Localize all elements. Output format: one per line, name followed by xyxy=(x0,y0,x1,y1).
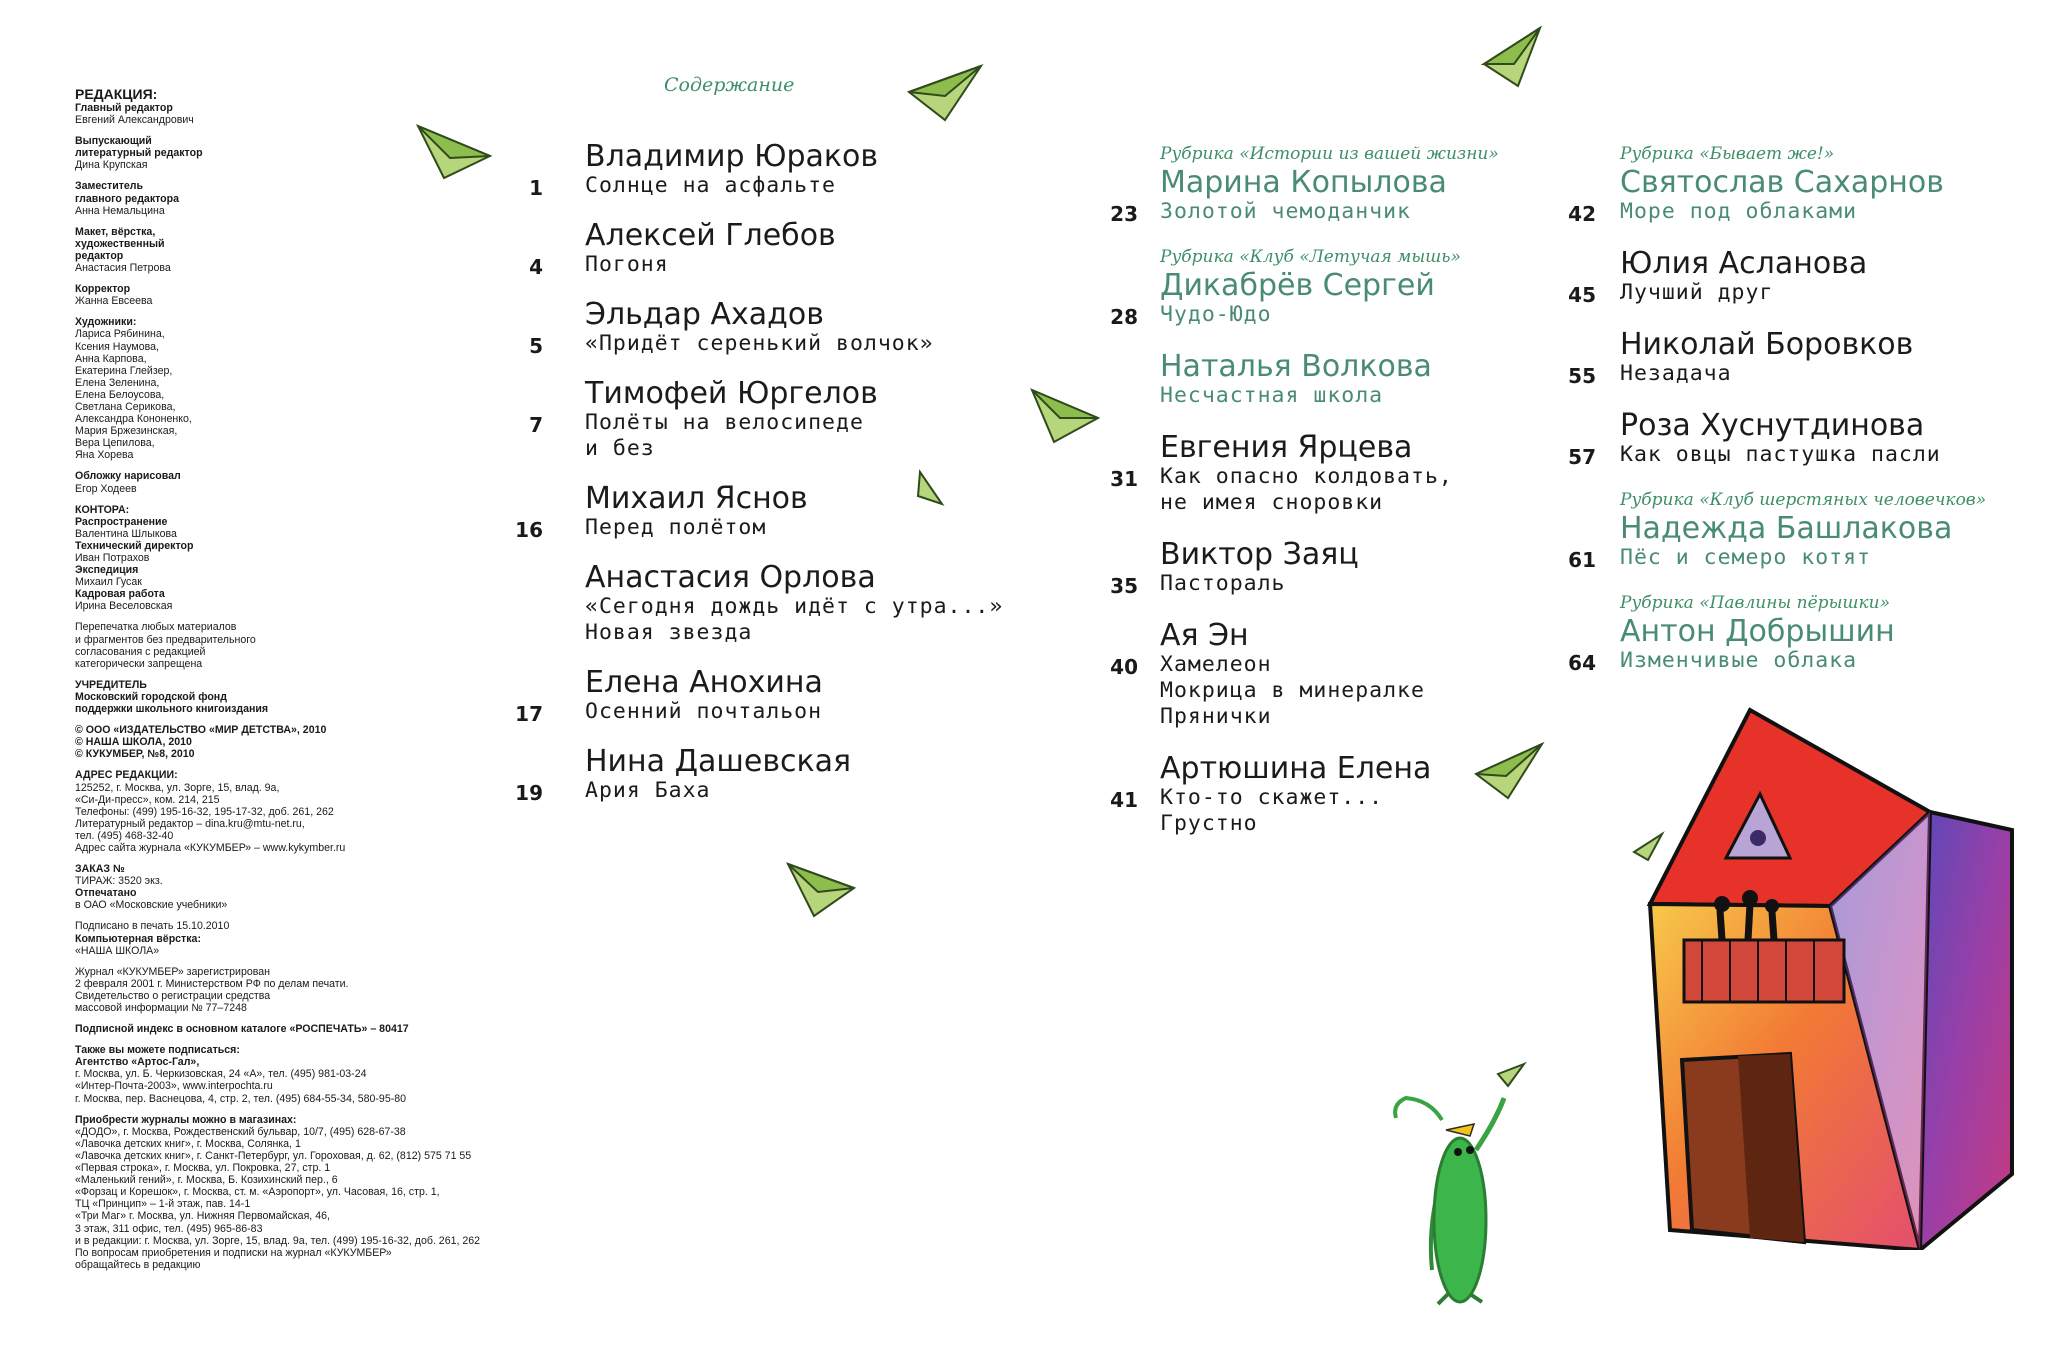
imprint-line: и фрагментов без предварительного xyxy=(75,633,256,646)
imprint-line: Анна Карпова, xyxy=(75,352,147,365)
work-title: Кто-то скажет... xyxy=(1160,785,1384,810)
author-name: Николай Боровков xyxy=(1620,327,1914,362)
page-number: 45 xyxy=(1568,283,1596,307)
paper-plane-icon xyxy=(414,122,494,182)
imprint-group xyxy=(75,1044,575,1104)
page-number: 35 xyxy=(1110,574,1138,598)
work-title: Несчастная школа xyxy=(1160,383,1384,408)
imprint-line: г. Москва, пер. Васнецова, 4, стр. 2, тел. (495) 684-55-34, 580-95-80 xyxy=(75,1092,407,1105)
author-name: Марина Копылова xyxy=(1160,165,1447,200)
work-title: Ария Баха xyxy=(585,778,711,803)
imprint-line: Валентина Шлыкова xyxy=(75,527,177,540)
imprint-group xyxy=(75,1114,575,1271)
imprint-line: поддержки школьного книгоиздания xyxy=(75,703,269,716)
work-title: «Придёт серенький волчок» xyxy=(585,331,934,356)
imprint-line: «Си-Ди-пресс», ком. 214, 215 xyxy=(75,793,220,806)
work-title: Солнце на асфальте xyxy=(585,173,836,198)
work-title: не имея сноровки xyxy=(1160,490,1384,515)
toc-column-3 xyxy=(1568,144,1987,696)
imprint-line: Адрес сайта журнала «КУКУМБЕР» – www.kykymber.ru xyxy=(75,841,346,854)
imprint-line: Елена Зеленина, xyxy=(75,376,160,389)
imprint-line: согласования с редакцией xyxy=(75,645,206,658)
page-number: 23 xyxy=(1110,202,1138,226)
work-title: Хамелеон xyxy=(1160,652,1272,677)
author-name: Надежда Башлакова xyxy=(1620,511,1953,546)
page-number: 41 xyxy=(1110,788,1138,812)
imprint-line: Ксения Наумова, xyxy=(75,340,159,353)
imprint-line: Елена Белоусова, xyxy=(75,388,165,401)
imprint-line: УЧРЕДИТЕЛЬ xyxy=(75,678,147,691)
imprint-line: литературный редактор xyxy=(75,147,203,160)
page-number: 28 xyxy=(1110,305,1138,329)
imprint-group xyxy=(75,283,575,307)
toc-entry[interactable] xyxy=(1110,247,1499,329)
imprint-line: «НАША ШКОЛА» xyxy=(75,944,160,957)
toc-entry[interactable] xyxy=(1110,751,1499,837)
work-title: «Сегодня дождь идёт с утра...» xyxy=(585,594,1004,619)
page-number: 40 xyxy=(1110,655,1138,679)
toc-entry[interactable] xyxy=(1568,327,1986,388)
imprint-line: Свидетельство о регистрации средства xyxy=(75,989,271,1002)
imprint-line: Главный редактор xyxy=(75,102,173,114)
imprint-line: Вера Цепилова, xyxy=(75,437,155,450)
work-title: Изменчивые облака xyxy=(1620,648,1858,673)
imprint-line: в ОАО «Московские учебники» xyxy=(75,899,228,912)
work-title: Лучший друг xyxy=(1620,280,1774,305)
work-title: Полёты на велосипеде xyxy=(585,410,864,435)
author-name: Наталья Волкова xyxy=(1160,349,1432,384)
toc-entry[interactable] xyxy=(1568,408,1986,469)
paper-plane-icon xyxy=(1478,24,1544,90)
imprint-line: Телефоны: (499) 195-16-32, 195-17-32, доб. 261, 262 xyxy=(75,805,334,818)
imprint-line: Макет, вёрстка, xyxy=(75,225,156,238)
imprint-line: Компьютерная вёрстка: xyxy=(75,932,201,945)
rubric-label: Рубрика «Истории из вашей жизни» xyxy=(1160,144,1499,164)
page-number: 42 xyxy=(1568,202,1596,226)
work-title: Чудо-Юдо xyxy=(1160,302,1272,327)
page-number: 57 xyxy=(1568,445,1596,469)
page-number: 4 xyxy=(529,255,543,279)
work-title: и без xyxy=(585,436,655,461)
paper-plane-icon xyxy=(1028,384,1102,446)
toc-entry[interactable] xyxy=(1568,593,1986,675)
paper-plane-icon xyxy=(914,468,948,508)
toc-entry[interactable] xyxy=(515,665,1003,726)
imprint-line: «ДОДО», г. Москва, Рождественский бульвар, 10/7, (495) 628-67-38 xyxy=(75,1125,406,1138)
toc-entry[interactable] xyxy=(1110,430,1499,516)
imprint-line: Также вы можете подписаться: xyxy=(75,1044,240,1057)
imprint-group xyxy=(75,966,575,1014)
toc-entry[interactable] xyxy=(529,218,1003,279)
imprint-line: Жанна Евсеева xyxy=(75,295,153,308)
page-number: 17 xyxy=(515,702,543,726)
page-number: 61 xyxy=(1568,548,1596,572)
author-name: Ая Эн xyxy=(1160,618,1249,653)
imprint-group xyxy=(75,769,575,854)
imprint-line: художественный xyxy=(75,237,165,250)
imprint-group xyxy=(75,180,575,216)
imprint-line: Отпечатано xyxy=(75,887,137,900)
imprint-group xyxy=(75,679,575,715)
house-illustration xyxy=(1630,690,2030,1250)
toc-entry[interactable] xyxy=(1110,537,1499,598)
rubric-label: Рубрика «Клуб шерстяных человечков» xyxy=(1620,490,1987,510)
author-name: Антон Добрышин xyxy=(1620,614,1895,649)
imprint-line: Художники: xyxy=(75,316,137,329)
imprint-line: Обложку нарисовал xyxy=(75,470,181,483)
page-number: 1 xyxy=(529,176,543,200)
toc-entry[interactable] xyxy=(585,561,1003,646)
toc-entry[interactable] xyxy=(1160,350,1499,409)
toc-entry[interactable] xyxy=(529,297,1003,358)
imprint-line: и в редакции: г. Москва, ул. Зорге, 15, влад. 9а, тел. (499) 195-16-32, доб. 261, 262 xyxy=(75,1234,481,1247)
toc-entry[interactable] xyxy=(1110,144,1499,226)
imprint-line: Светлана Серикова, xyxy=(75,400,176,413)
page-number: 64 xyxy=(1568,651,1596,675)
toc-entry[interactable] xyxy=(1568,490,1987,572)
page-number: 5 xyxy=(529,334,543,358)
page-number: 7 xyxy=(529,413,543,437)
imprint-line: 125252, г. Москва, ул. Зорге, 15, влад. 9а, xyxy=(75,781,280,794)
imprint-group xyxy=(75,86,575,126)
rubric-label: Рубрика «Бывает же!» xyxy=(1620,144,1835,164)
author-name: Нина Дашевская xyxy=(585,744,852,779)
imprint-line: Анна Немальцина xyxy=(75,204,165,217)
imprint-group xyxy=(75,920,575,956)
work-title: Прянички xyxy=(1160,704,1272,729)
imprint-line: Агентство «Артос-Гал», xyxy=(75,1056,200,1069)
work-title: Перед полётом xyxy=(585,515,767,540)
imprint-line: Литературный редактор – dina.kru@mtu-net.ru, xyxy=(75,817,305,830)
work-title: Как опасно колдовать, xyxy=(1160,464,1453,489)
author-name: Владимир Юраков xyxy=(585,139,879,174)
author-name: Юлия Асланова xyxy=(1620,246,1868,281)
imprint-line: ТЦ «Принцип» – 1-й этаж, пав. 14-1 xyxy=(75,1198,251,1211)
imprint-line: «Маленький гений», г. Москва, Б. Козихинский пер., 6 xyxy=(75,1174,338,1187)
page-number: 55 xyxy=(1568,364,1596,388)
imprint-line: «Интер-Почта-2003», www.interpochta.ru xyxy=(75,1080,273,1093)
author-name: Алексей Глебов xyxy=(585,218,836,253)
work-title: Осенний почтальон xyxy=(585,699,823,724)
work-title: Мокрица в минералке xyxy=(1160,678,1425,703)
imprint-line: Московский городской фонд xyxy=(75,690,227,703)
imprint-line: © ООО «ИЗДАТЕЛЬСТВО «МИР ДЕТСТВА», 2010 xyxy=(75,724,327,737)
author-name: Евгения Ярцева xyxy=(1160,430,1413,465)
imprint-line: «Лавочка детских книг», г. Санкт-Петербург, ул. Гороховая, д. 62, (812) 575 71 55 xyxy=(75,1149,472,1162)
imprint-line: Распространение xyxy=(75,515,168,528)
imprint-line: Мария Бржезинская, xyxy=(75,425,178,438)
cucumber-character-illustration xyxy=(1366,1080,1526,1310)
work-title: Золотой чемоданчик xyxy=(1160,199,1411,224)
imprint-line: массовой информации № 77–7248 xyxy=(75,1002,247,1014)
imprint-line: 2 февраля 2001 г. Министерством РФ по делам печати. xyxy=(75,977,349,990)
imprint-line: КОНТОРА: xyxy=(75,503,130,516)
page-number: 31 xyxy=(1110,467,1138,491)
toc-title: Содержание xyxy=(664,74,795,96)
imprint-line: © НАША ШКОЛА, 2010 xyxy=(75,736,192,749)
work-title: Пёс и семеро котят xyxy=(1620,545,1871,570)
imprint-line: Перепечатка любых материалов xyxy=(75,621,237,634)
imprint-line: Корректор xyxy=(75,283,131,296)
toc-entry[interactable] xyxy=(1110,618,1499,730)
imprint-line: © КУКУМБЕР, №8, 2010 xyxy=(75,748,195,761)
imprint-group xyxy=(75,316,575,461)
work-title: Пастораль xyxy=(1160,571,1286,596)
imprint-line: Выпускающий xyxy=(75,135,152,148)
author-name: Дикабрёв Сергей xyxy=(1160,268,1435,303)
imprint-line: Заместитель xyxy=(75,180,144,193)
imprint-group xyxy=(75,1023,575,1035)
imprint-line: Подписной индекс в основном каталоге «РОСПЕЧАТЬ» – 80417 xyxy=(75,1023,409,1036)
author-name: Артюшина Елена xyxy=(1160,751,1432,786)
work-title: Как овцы пастушка пасли xyxy=(1620,442,1941,467)
author-name: Елена Анохина xyxy=(585,665,823,700)
author-name: Анастасия Орлова xyxy=(585,560,876,595)
imprint-group xyxy=(75,226,575,274)
paper-plane-icon xyxy=(1472,738,1546,802)
toc-column-2 xyxy=(1110,144,1499,859)
imprint-line: Яна Хорева xyxy=(75,449,134,462)
toc-entry[interactable] xyxy=(529,139,1003,200)
imprint-line: Кадровая работа xyxy=(75,588,165,601)
imprint-line: главного редактора xyxy=(75,192,180,205)
author-name: Михаил Яснов xyxy=(585,481,808,516)
author-name: Виктор Заяц xyxy=(1160,537,1359,572)
imprint-line: Михаил Гусак xyxy=(75,576,142,589)
imprint-line: Журнал «КУКУМБЕР» зарегистрирован xyxy=(75,965,270,978)
imprint-line: Екатерина Глейзер, xyxy=(75,364,173,377)
imprint-line: АДРЕС РЕДАКЦИИ: xyxy=(75,769,178,782)
imprint-group xyxy=(75,863,575,911)
toc-entry[interactable] xyxy=(1568,144,1986,226)
toc-entry[interactable] xyxy=(529,376,1003,462)
imprint-line: «Форзац и Корешок», г. Москва, ст. м. «Аэропорт», ул. Часовая, 16, стр. 1, xyxy=(75,1186,440,1199)
imprint-group xyxy=(75,504,575,613)
work-title: Погоня xyxy=(585,252,669,277)
work-title: Грустно xyxy=(1160,811,1258,836)
imprint-line: Анастасия Петрова xyxy=(75,262,171,275)
imprint-line: «Первая строка», г. Москва, ул. Покровка, 27, стр. 1 xyxy=(75,1162,331,1175)
imprint-line: ТИРАЖ: 3520 экз. xyxy=(75,875,163,888)
imprint-group xyxy=(75,724,575,760)
imprint-line: «Лавочка детских книг», г. Москва, Солянка, 1 xyxy=(75,1137,301,1150)
author-name: Эльдар Ахадов xyxy=(585,297,824,332)
imprint-line: Евгений Александрович xyxy=(75,114,194,127)
imprint-line: тел. (495) 468-32-40 xyxy=(75,829,174,842)
imprint-line: обращайтесь в редакцию xyxy=(75,1258,201,1271)
imprint-line: Егор Ходеев xyxy=(75,482,137,495)
imprint-line: г. Москва, ул. Б. Черкизовская, 24 «А», тел. (495) 981-03-24 xyxy=(75,1068,367,1081)
paper-plane-icon xyxy=(905,62,985,124)
imprint-line: Ирина Веселовская xyxy=(75,600,173,613)
imprint-group xyxy=(75,621,575,669)
imprint-line: Приобрести журналы можно в магазинах: xyxy=(75,1113,297,1126)
author-name: Роза Хуснутдинова xyxy=(1620,408,1925,443)
imprint-line: По вопросам приобретения и подписки на журнал «КУКУМБЕР» xyxy=(75,1246,392,1259)
imprint-line: редактор xyxy=(75,249,124,262)
imprint-block xyxy=(75,86,575,1280)
imprint-line: Подписано в печать 15.10.2010 xyxy=(75,920,230,933)
imprint-line: РЕДАКЦИЯ: xyxy=(75,86,158,102)
author-name: Святослав Сахарнов xyxy=(1620,165,1944,200)
imprint-line: Иван Потрахов xyxy=(75,552,150,564)
page-number: 19 xyxy=(515,781,543,805)
imprint-line: категорически запрещена xyxy=(75,657,203,670)
paper-plane-icon xyxy=(784,858,858,920)
imprint-line: Лариса Рябинина, xyxy=(75,328,165,341)
imprint-line: Дина Крупская xyxy=(75,159,148,172)
imprint-line: Александра Кононенко, xyxy=(75,413,192,426)
imprint-line: ЗАКАЗ № xyxy=(75,863,125,876)
author-name: Тимофей Юргелов xyxy=(585,376,878,411)
imprint-group xyxy=(75,135,575,171)
imprint-line: «Три Маг» г. Москва, ул. Нижняя Первомайская, 46, xyxy=(75,1210,330,1223)
page-number: 16 xyxy=(515,518,543,542)
imprint-line: 3 этаж, 311 офис, тел. (495) 965-86-83 xyxy=(75,1222,263,1235)
work-title: Новая звезда xyxy=(585,620,753,645)
imprint-line: Технический директор xyxy=(75,539,194,552)
toc-entry[interactable] xyxy=(1568,246,1986,307)
imprint-group xyxy=(75,470,575,494)
work-title: Незадача xyxy=(1620,361,1732,386)
rubric-label: Рубрика «Клуб «Летучая мышь» xyxy=(1160,247,1461,267)
toc-entry[interactable] xyxy=(515,744,1003,805)
work-title: Море под облаками xyxy=(1620,199,1858,224)
imprint-line: Экспедиция xyxy=(75,564,139,577)
rubric-label: Рубрика «Павлины пёрышки» xyxy=(1620,593,1891,613)
